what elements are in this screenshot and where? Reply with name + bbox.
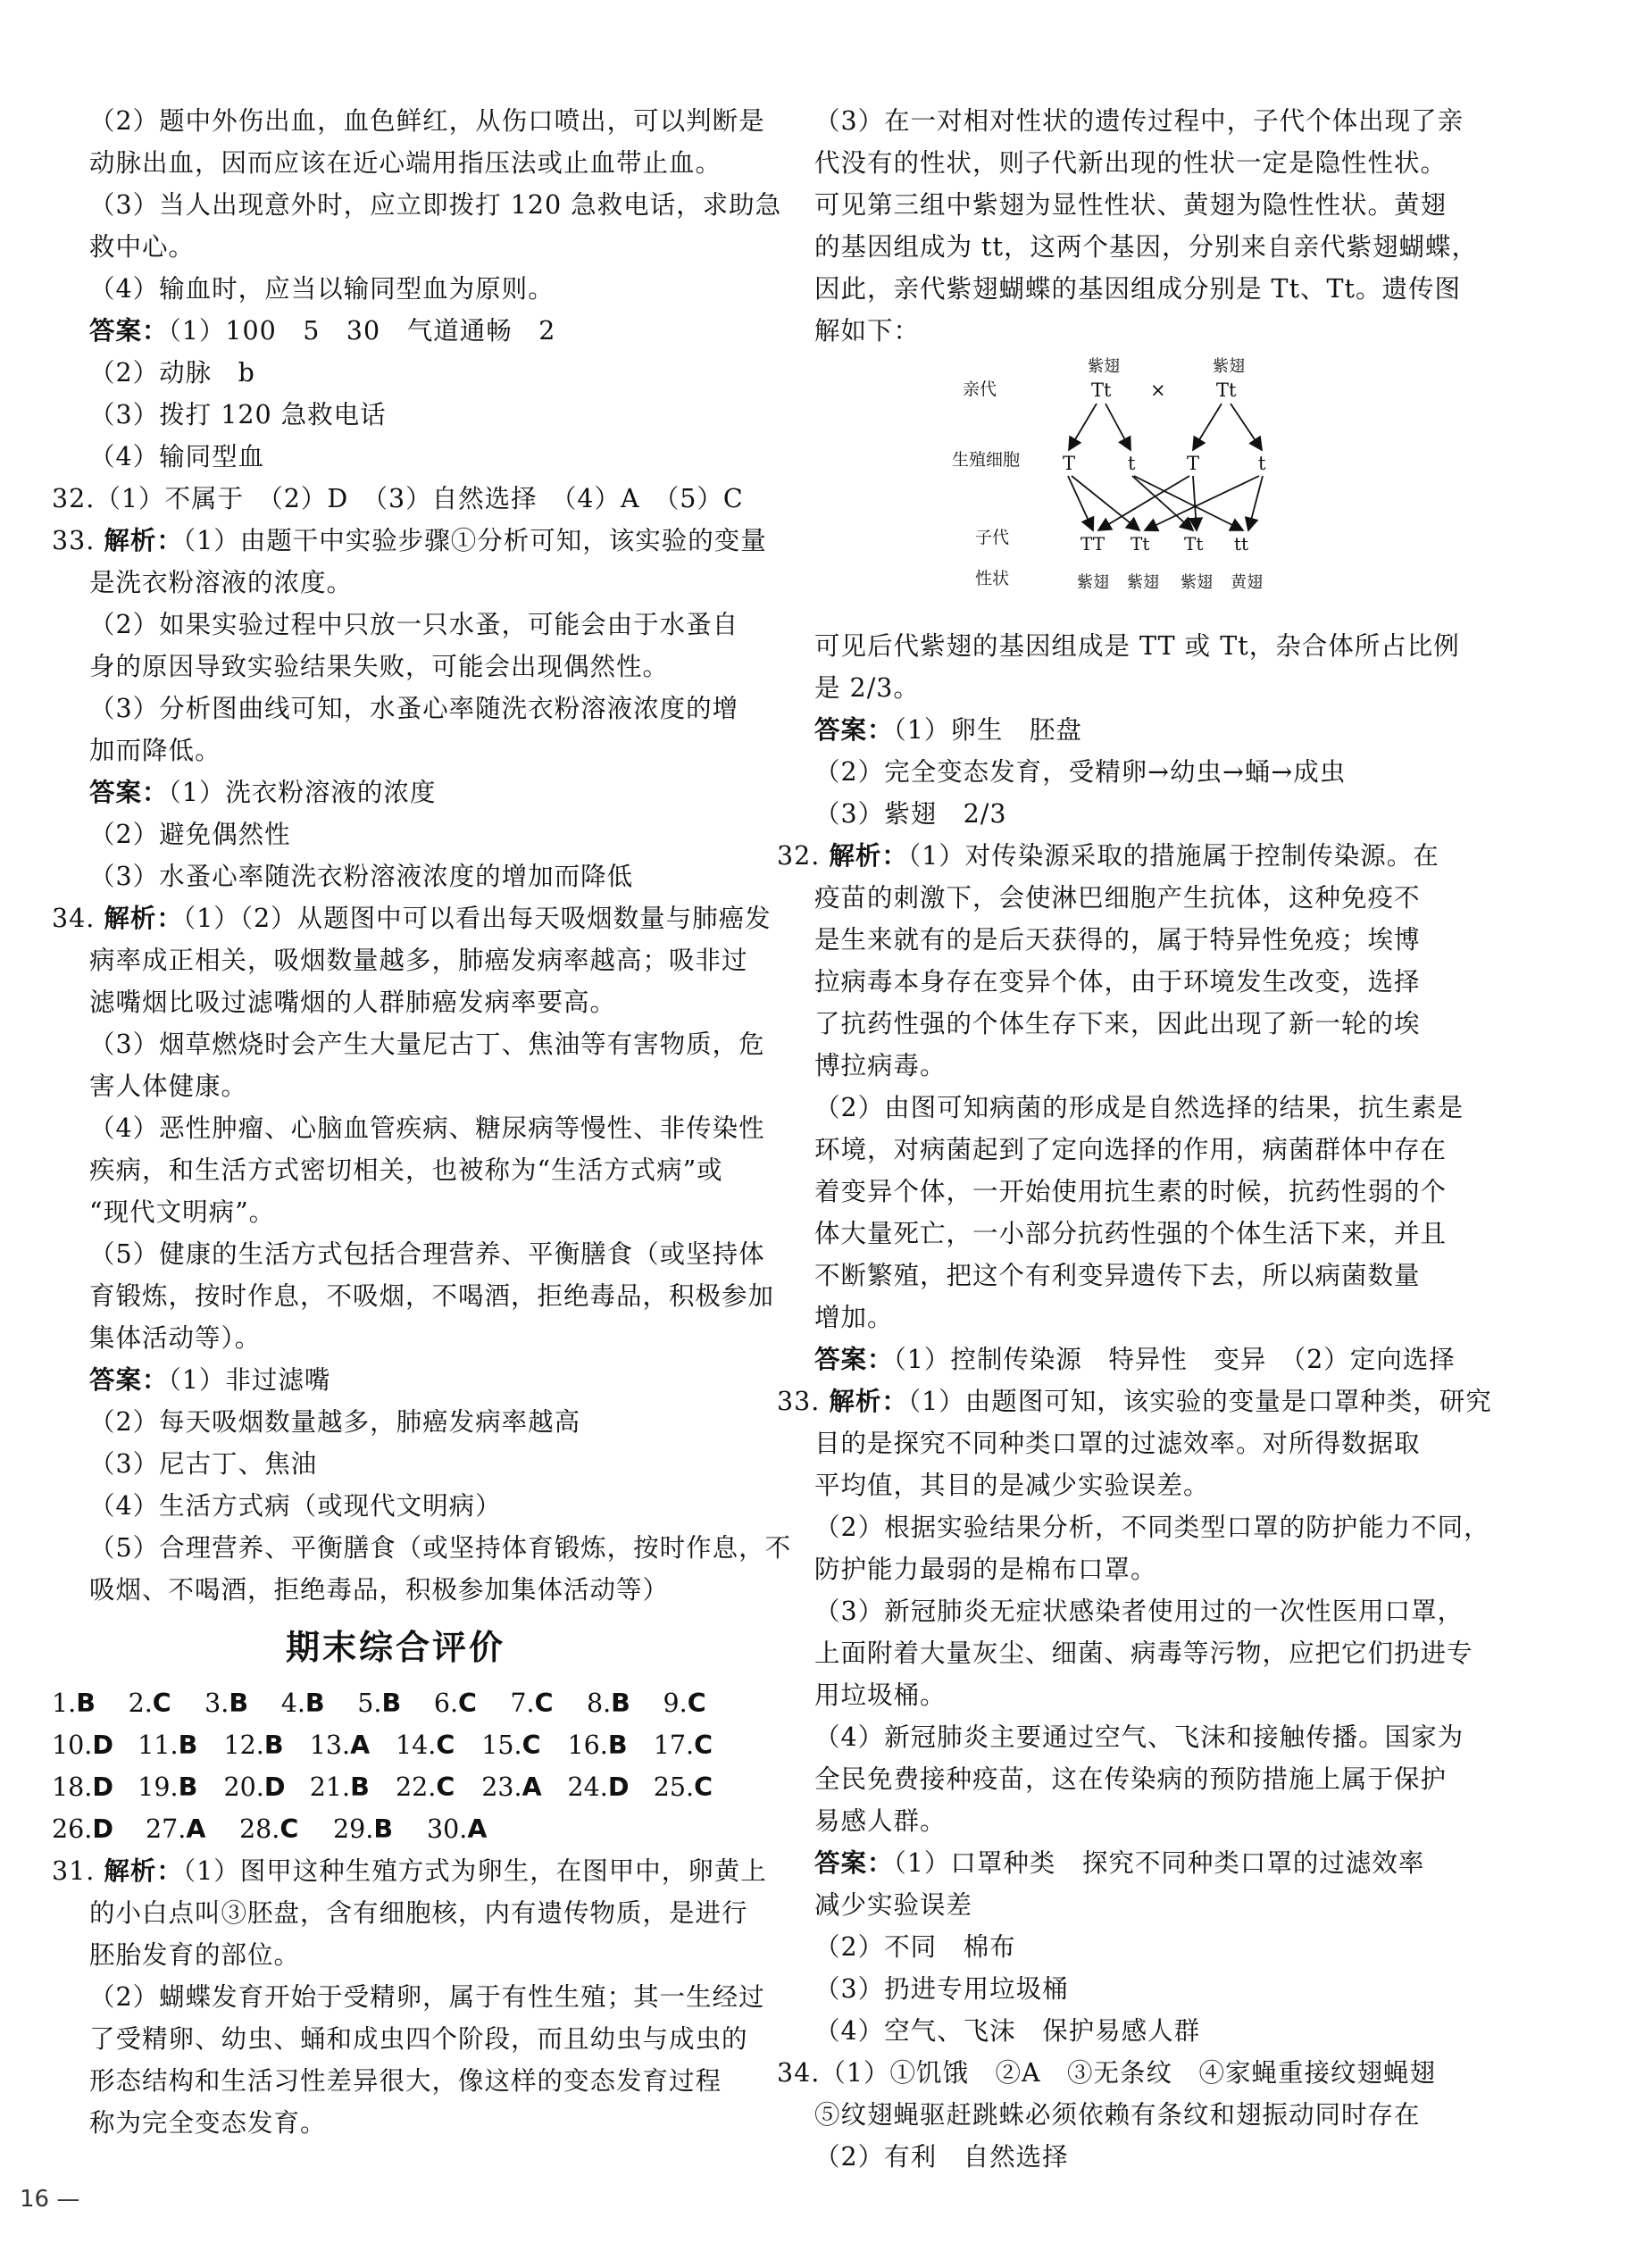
text-line: 31. 解析：（1）图甲这种生殖方式为卵生，在图甲中，卵黄上	[52, 1856, 767, 1886]
mc-item	[568, 1724, 654, 1766]
mc-answer-letter: D	[92, 1814, 113, 1844]
mc-item	[52, 1724, 138, 1766]
text-line: 动脉出血，因而应该在近心端用指压法或止血带止血。	[89, 148, 722, 178]
mc-row	[52, 1724, 739, 1766]
answer-label: 答案：	[814, 715, 894, 745]
left-text-block-bottom	[52, 1850, 767, 2144]
mc-question-number: 29.	[333, 1814, 374, 1844]
text-line: 疫苗的刺激下，会使淋巴细胞产生抗体，这种免疫不	[814, 883, 1421, 913]
text-line: （2）如果实验过程中只放一只水蚤，可能会由于水蚤自	[89, 610, 739, 639]
gamete-1: T	[1063, 453, 1076, 474]
mc-question-number: 9.	[663, 1688, 688, 1718]
row-label-gamete: 生殖细胞	[952, 450, 1021, 470]
cross-symbol: ×	[1150, 379, 1166, 401]
mc-item	[587, 1682, 663, 1724]
mc-answer-letter: B	[229, 1688, 249, 1718]
text-line: 育锻炼，按时作息，不吸烟，不喝酒，拒绝毒品，积极参加	[89, 1281, 775, 1311]
parent-1-trait: 紫翅	[1088, 357, 1120, 376]
answer-label: 答案：	[89, 1365, 169, 1395]
mc-answer-letter: C	[458, 1688, 477, 1718]
text-line: 疾病，和生活方式密切相关，也被称为“生活方式病”或	[89, 1155, 723, 1185]
text-line: 33. 解析：（1）由题图可知，该实验的变量是口罩种类，研究	[777, 1387, 1492, 1416]
text-line: 32. 解析：（1）对传染源采取的措施属于控制传染源。在	[777, 841, 1439, 871]
text-line: 身的原因导致实验结果失败，可能会出现偶然性。	[89, 652, 670, 681]
mc-question-number: 24.	[567, 1772, 608, 1802]
text-line: 全民免费接种疫苗，这在传染病的预防措施上属于保护	[814, 1764, 1448, 1794]
text-line: 34.（1）①饥饿 ②A ③无条纹 ④家蝇重接纹翅蝇翅	[777, 2058, 1437, 2088]
text-line: （3）新冠肺炎无症状感染者使用过的一次性医用口罩，	[814, 1597, 1464, 1626]
text-line: （5）健康的生活方式包括合理营养、平衡膳食（或坚持体	[89, 1239, 765, 1269]
mc-item	[481, 1724, 567, 1766]
mc-answer-letter: C	[534, 1688, 554, 1718]
mc-item	[396, 1724, 481, 1766]
mc-item	[481, 1766, 567, 1808]
mc-question-number: 5.	[357, 1688, 382, 1718]
answer-label: 解析：	[104, 1856, 183, 1886]
arrow-p2-gt	[1231, 404, 1262, 450]
gamete-4: t	[1258, 453, 1266, 474]
text-line: 代没有的性状，则子代新出现的性状一定是隐性性状。	[814, 148, 1448, 178]
mc-question-number: 27.	[146, 1814, 187, 1844]
text-line: 可见后代紫翅的基因组成是 TT 或 Tt，杂合体所占比例	[814, 631, 1460, 661]
mc-answer-letter: A	[350, 1730, 371, 1760]
multiple-choice-answers	[52, 1682, 739, 1850]
text-line: 增加。	[814, 1303, 894, 1332]
text-line: 害人体健康。	[89, 1071, 248, 1101]
gamete-3: T	[1187, 453, 1200, 474]
mc-item	[396, 1766, 481, 1808]
text-line: 集体活动等）。	[89, 1323, 262, 1353]
row-label-offspring: 子代	[975, 528, 1010, 547]
text-line: 上面附着大量灰尘、细菌、病毒等污物，应把它们扔进专	[814, 1638, 1473, 1668]
text-line: 是 2/3。	[814, 673, 920, 703]
mc-item	[654, 1766, 739, 1808]
answer-label: 解析：	[829, 1387, 908, 1416]
text-line: （2）每天吸烟数量越多，肺癌发病率越高	[89, 1407, 581, 1437]
mc-answer-letter: B	[178, 1730, 198, 1760]
text-line: 滤嘴烟比吸过滤嘴烟的人群肺癌发病率要高。	[89, 988, 617, 1017]
text-line: （4）输同型血	[89, 442, 265, 471]
text-line: 体大量死亡，一小部分抗药性强的个体生活下来，并且	[814, 1219, 1448, 1248]
mc-item	[333, 1808, 427, 1850]
mc-answer-letter: C	[436, 1730, 455, 1760]
offspring-3-trait: 紫翅	[1181, 573, 1213, 592]
text-line: 救中心。	[89, 232, 196, 262]
text-line: （4）恶性肿瘤、心脑血管疾病、糖尿病等慢性、非传染性	[89, 1113, 765, 1143]
mc-question-number: 11.	[138, 1730, 179, 1760]
answer-label: 答案：	[89, 316, 169, 346]
text-line: 目的是探究不同种类口罩的过滤效率。对所得数据取	[814, 1429, 1421, 1458]
text-line: 易感人群。	[814, 1806, 947, 1836]
mc-answer-letter: B	[76, 1688, 96, 1718]
mc-item	[138, 1724, 223, 1766]
answer-label: 解析：	[829, 841, 908, 871]
text-line: “现代文明病”。	[89, 1197, 276, 1227]
mc-answer-letter: B	[381, 1688, 402, 1718]
mc-answer-letter: D	[607, 1772, 630, 1802]
text-line: （4）输血时，应当以输同型血为原则。	[89, 274, 555, 304]
text-line: （3）分析图曲线可知，水蚤心率随洗衣粉溶液浓度的增	[89, 694, 739, 723]
mc-question-number: 13.	[309, 1730, 351, 1760]
mc-row	[52, 1682, 739, 1724]
mc-question-number: 6.	[433, 1688, 459, 1718]
mc-item	[310, 1724, 396, 1766]
mc-item	[204, 1682, 281, 1724]
text-line: 答案：（1）卵生 胚盘	[814, 715, 1082, 745]
mc-row	[52, 1766, 739, 1808]
text-line: （2）动脉 b	[89, 358, 255, 388]
left-column	[52, 100, 792, 2144]
text-line: （3）扔进专用垃圾桶	[814, 1974, 1069, 2004]
text-line: 答案：（1）洗衣粉溶液的浓度	[89, 778, 437, 807]
text-line: （2）不同 棉布	[814, 1932, 1016, 1962]
text-line: （2）题中外伤出血，血色鲜红，从伤口喷出，可以判断是	[89, 106, 765, 136]
text-line: （3）尼古丁、焦油	[89, 1449, 318, 1479]
gamete-2: t	[1128, 453, 1136, 474]
page-number: 16 —	[20, 2186, 80, 2213]
mc-question-number: 2.	[128, 1688, 153, 1718]
text-line: （4）生活方式病（或现代文明病）	[89, 1491, 502, 1521]
mc-item	[224, 1724, 310, 1766]
answer-label: 答案：	[814, 1848, 894, 1878]
mc-item	[146, 1808, 239, 1850]
offspring-4-genotype: tt	[1234, 533, 1249, 554]
text-line: 形态结构和生活习性差异很大，像这样的变态发育过程	[89, 2066, 722, 2096]
text-line: 答案：（1）非过滤嘴	[89, 1365, 331, 1395]
mc-item	[434, 1682, 511, 1724]
mc-item	[510, 1682, 587, 1724]
arrow-g4-o4	[1248, 476, 1263, 530]
mc-item	[224, 1766, 310, 1808]
text-line: 34. 解析：（1）（2）从题图中可以看出每天吸烟数量与肺癌发	[52, 904, 772, 933]
text-line: 可见第三组中紫翅为显性性状、黄翅为隐性性状。黄翅	[814, 190, 1448, 220]
mc-question-number: 23.	[481, 1772, 522, 1802]
row-label-trait: 性状	[975, 569, 1010, 588]
text-line: 解如下：	[814, 316, 921, 346]
text-line: 答案：（1）口罩种类 探究不同种类口罩的过滤效率	[814, 1848, 1425, 1878]
row-label-parent: 亲代	[963, 379, 997, 399]
mc-answer-letter: B	[607, 1730, 628, 1760]
text-line: 因此，亲代紫翅蝴蝶的基因组成分别是 Tt、Tt。遗传图	[814, 274, 1461, 304]
mc-question-number: 8.	[586, 1688, 612, 1718]
mc-item	[654, 1724, 739, 1766]
mc-question-number: 18.	[52, 1772, 93, 1802]
mc-answer-letter: B	[178, 1772, 198, 1802]
arrow-p1-gt	[1106, 404, 1131, 450]
mc-question-number: 16.	[567, 1730, 608, 1760]
answer-label: 解析：	[104, 526, 183, 555]
mc-answer-letter: A	[186, 1814, 206, 1844]
mc-question-number: 10.	[52, 1730, 93, 1760]
text-line: 吸烟、不喝酒，拒绝毒品，积极参加集体活动等）	[89, 1575, 670, 1605]
text-line: （3）紫翅 2/3	[814, 799, 1007, 829]
text-line: 称为完全变态发育。	[89, 2108, 327, 2138]
text-line: （3）拨打 120 急救电话	[89, 400, 387, 429]
text-line: 环境，对病菌起到了定向选择的作用，病菌群体中存在	[814, 1135, 1448, 1164]
mc-answer-letter: C	[694, 1772, 713, 1802]
mc-question-number: 17.	[653, 1730, 695, 1760]
mc-answer-letter: A	[521, 1772, 542, 1802]
text-line: 是洗衣粉溶液的浓度。	[89, 568, 354, 597]
text-line: 答案：（1）100 5 30 气道通畅 2	[89, 316, 556, 346]
text-line: （2）蝴蝶发育开始于受精卵，属于有性生殖；其一生经过	[89, 1982, 765, 2012]
mc-item	[129, 1682, 205, 1724]
text-line: （5）合理营养、平衡膳食（或坚持体育锻炼，按时作息，不	[89, 1533, 792, 1563]
mc-answer-letter: C	[152, 1688, 171, 1718]
genetic-cross-svg	[777, 354, 1464, 621]
arrow-p2-gT	[1193, 404, 1222, 450]
mc-item	[239, 1808, 333, 1850]
arrow-g2-o4	[1134, 476, 1243, 530]
text-line: （3）在一对相对性状的遗传过程中，子代个体出现了亲	[814, 106, 1464, 136]
text-line: 拉病毒本身存在变异个体，由于环境发生改变，选择	[814, 967, 1421, 996]
mc-answer-letter: C	[694, 1730, 713, 1760]
mc-item	[52, 1808, 146, 1850]
mc-answer-letter: D	[92, 1730, 113, 1760]
text-line: （3）水蚤心率随洗衣粉溶液浓度的增加而降低	[89, 862, 634, 891]
mc-question-number: 21.	[309, 1772, 351, 1802]
mc-question-number: 1.	[52, 1688, 77, 1718]
text-line: （3）烟草燃烧时会产生大量尼古丁、焦油等有害物质，危	[89, 1030, 765, 1059]
mc-answer-letter: C	[521, 1730, 541, 1760]
text-line: 用垃圾桶。	[814, 1680, 947, 1710]
mc-answer-letter: C	[436, 1772, 455, 1802]
parent-2-genotype: Tt	[1216, 379, 1237, 401]
text-line: 病率成正相关，吸烟数量越多，肺癌发病率越高；吸非过	[89, 946, 748, 975]
genetic-cross-diagram	[777, 354, 1464, 621]
text-line: 加而降低。	[89, 736, 221, 765]
arrow-g3-o1	[1098, 476, 1189, 530]
mc-item	[310, 1766, 396, 1808]
text-line: 答案：（1）控制传染源 特异性 变异 （2）定向选择	[814, 1345, 1456, 1374]
mc-answer-letter: B	[350, 1772, 370, 1802]
text-line: 博拉病毒。	[814, 1051, 947, 1080]
text-line: （4）新冠肺炎主要通过空气、飞沫和接触传播。国家为	[814, 1722, 1464, 1752]
mc-question-number: 19.	[138, 1772, 179, 1802]
offspring-2-genotype: Tt	[1131, 533, 1150, 554]
mc-question-number: 30.	[427, 1814, 468, 1844]
arrow-g3-o3	[1193, 476, 1197, 530]
mc-question-number: 25.	[653, 1772, 695, 1802]
mc-answer-letter: A	[467, 1814, 488, 1844]
parent-1-genotype: Tt	[1091, 379, 1112, 401]
mc-item	[663, 1682, 740, 1724]
text-line: 不断繁殖，把这个有利变异遗传下去，所以病菌数量	[814, 1261, 1421, 1290]
mc-answer-letter: B	[373, 1814, 394, 1844]
right-text-block-top	[777, 100, 1478, 352]
cross-arrows	[1068, 404, 1263, 530]
text-line: （2）避免偶然性	[89, 820, 291, 849]
mc-item	[138, 1766, 223, 1808]
text-line: 的小白点叫③胚盘，含有细胞核，内有遗传物质，是进行	[89, 1898, 748, 1928]
mc-question-number: 22.	[396, 1772, 437, 1802]
offspring-1-genotype: TT	[1080, 533, 1106, 554]
mc-item	[427, 1808, 521, 1850]
text-line: 防护能力最弱的是棉布口罩。	[814, 1555, 1157, 1584]
mc-answer-letter: B	[305, 1688, 325, 1718]
answer-label: 解析：	[104, 904, 183, 933]
offspring-4-trait: 黄翅	[1231, 573, 1263, 592]
parent-2-trait: 紫翅	[1213, 357, 1245, 376]
right-text-block-bottom	[777, 625, 1492, 2178]
section-title: 期末综合评价	[285, 1628, 505, 1667]
text-line: 了受精卵、幼虫、蛹和成虫四个阶段，而且幼虫与成虫的	[89, 2024, 748, 2054]
mc-question-number: 3.	[204, 1688, 229, 1718]
mc-answer-letter: B	[263, 1730, 284, 1760]
offspring-2-trait: 紫翅	[1127, 573, 1159, 592]
text-line: 33. 解析：（1）由题干中实验步骤①分析可知，该实验的变量	[52, 526, 767, 555]
text-line: 胚胎发育的部位。	[89, 1940, 301, 1970]
left-text-block-top	[52, 100, 792, 1611]
mc-question-number: 20.	[223, 1772, 264, 1802]
mc-question-number: 4.	[280, 1688, 305, 1718]
mc-answer-letter: C	[280, 1814, 299, 1844]
mc-question-number: 28.	[239, 1814, 280, 1844]
text-line: 着变异个体，一开始使用抗生素的时候，抗药性弱的个	[814, 1177, 1448, 1206]
mc-item	[357, 1682, 434, 1724]
text-line: ⑤纹翅蝇驱赶跳蛛必须依赖有条纹和翅振动同时存在	[814, 2100, 1421, 2130]
offspring-1-trait: 紫翅	[1077, 573, 1109, 592]
mc-question-number: 15.	[481, 1730, 522, 1760]
mc-item	[281, 1682, 358, 1724]
right-column	[777, 100, 1492, 2178]
mc-question-number: 7.	[510, 1688, 535, 1718]
mc-item	[52, 1682, 129, 1724]
offspring-3-genotype: Tt	[1184, 533, 1204, 554]
mc-question-number: 12.	[223, 1730, 264, 1760]
answer-label: 答案：	[89, 778, 169, 807]
text-line: （2）完全变态发育，受精卵→幼虫→蛹→成虫	[814, 757, 1347, 787]
mc-item	[568, 1766, 654, 1808]
arrow-p1-gT	[1069, 404, 1097, 450]
text-line: （2）有利 自然选择	[814, 2142, 1069, 2172]
text-line: 32.（1）不属于 （2）D （3）自然选择 （4）A （5）C	[52, 484, 744, 513]
mc-answer-letter: B	[611, 1688, 630, 1718]
text-line: （2）由图可知病菌的形成是自然选择的结果，抗生素是	[814, 1093, 1464, 1122]
text-line: 减少实验误差	[814, 1890, 973, 1920]
mc-question-number: 26.	[52, 1814, 93, 1844]
mc-answer-letter: D	[263, 1772, 286, 1802]
text-line: （2）根据实验结果分析，不同类型口罩的防护能力不同，	[814, 1513, 1490, 1542]
arrow-g1-o2	[1072, 476, 1139, 530]
answer-label: 答案：	[814, 1345, 894, 1374]
mc-answer-letter: D	[92, 1772, 113, 1802]
mc-row	[52, 1808, 739, 1850]
text-line: （3）当人出现意外时，应立即拨打 120 急救电话，求助急	[89, 190, 782, 220]
text-line: 了抗药性强的个体生存下来，因此出现了新一轮的埃	[814, 1009, 1421, 1038]
mc-question-number: 14.	[396, 1730, 437, 1760]
mc-item	[52, 1766, 138, 1808]
text-line: 平均值，其目的是减少实验误差。	[814, 1471, 1210, 1500]
mc-answer-letter: C	[687, 1688, 706, 1718]
text-line: （4）空气、飞沫 保护易感人群	[814, 2016, 1201, 2046]
text-line: 的基因组成为 tt，这两个基因，分别来自亲代紫翅蝴蝶，	[814, 232, 1478, 262]
text-line: 是生来就有的是后天获得的，属于特异性免疫；埃博	[814, 925, 1421, 955]
